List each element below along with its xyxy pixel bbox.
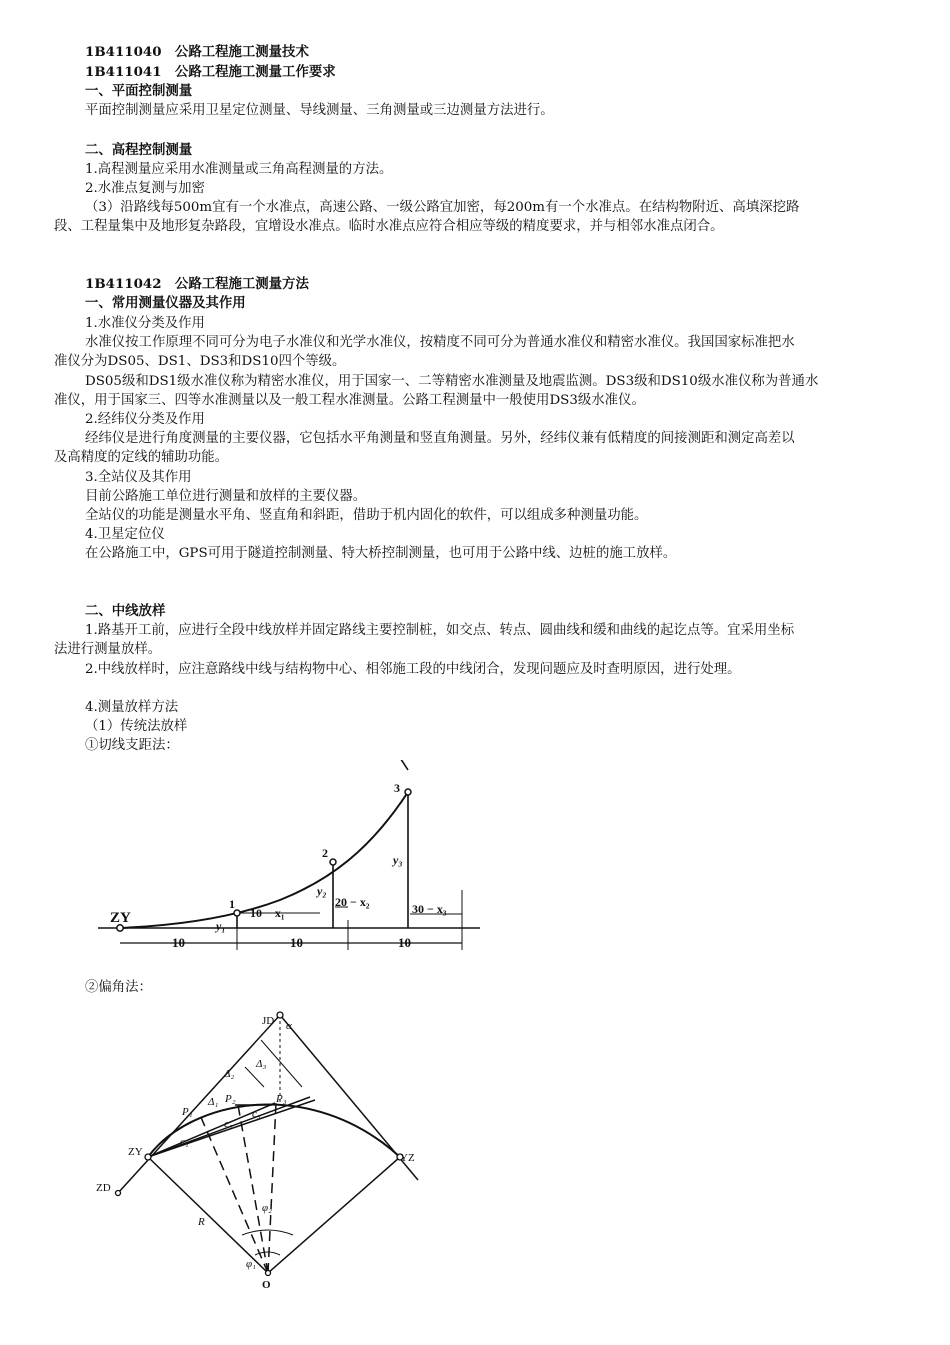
segment-2-label: 10	[290, 935, 303, 950]
point-2	[330, 859, 336, 865]
y3-label: y₃	[393, 853, 403, 867]
method-tangent-offset: ①切线支距法：	[85, 738, 179, 753]
segment-3-label: 10	[398, 935, 411, 950]
paragraph-elevation-3: （3）沿路线每500m宜有一个水准点，高速公路、一级公路宜加密，每200m有一个水准点。在结构物附近、高填深挖路	[85, 200, 800, 215]
delta1-label: Δ₁	[208, 1096, 219, 1108]
theodolite-paragraph-cont: 及高精度的定线的辅助功能。	[54, 450, 229, 465]
zd-point	[116, 1191, 121, 1196]
c2-label: c₂	[224, 1118, 233, 1130]
deflection-angle-diagram	[90, 1005, 440, 1290]
zy-label: ZY	[128, 1146, 143, 1158]
level-paragraph-1-cont: 准仪分为DS05、DS1、DS3和DS10四个等级。	[54, 354, 346, 369]
point-3	[405, 789, 411, 795]
method-deflection-angle: ②偏角法：	[85, 980, 152, 995]
o-point	[266, 1271, 271, 1276]
section-heading-1b411040: 1B411040 公路工程施工测量技术	[85, 44, 309, 60]
p2-label: P₂	[225, 1093, 236, 1105]
dist-10-x1-label: 10 − x₁	[250, 906, 285, 920]
point-3-label: 3	[394, 781, 400, 795]
point-2-label: 2	[322, 846, 328, 860]
paragraph-elevation-2: 2.水准点复测与加密	[85, 181, 205, 196]
heading-elevation-control: 二、高程控制测量	[85, 142, 193, 158]
total-station-paragraph-1: 目前公路施工单位进行测量和放样的主要仪器。	[85, 489, 367, 504]
level-paragraph-2: DS05级和DS1级水准仪称为精密水准仪，用于国家一、二等精密水准测量及地震监测。DS3级和DS10级水准仪称为普通水	[85, 374, 819, 389]
method-traditional: （1）传统法放样	[85, 719, 188, 734]
c3-label: c₃	[252, 1108, 261, 1120]
yz-label: YZ	[400, 1152, 415, 1164]
p1-label: P₁	[182, 1106, 193, 1118]
paragraph-elevation-3-cont: 段、工程量集中及地形复杂路段，宜增设水准点。临时水准点应符合相应等级的精度要求，并与相邻水准点闭合。	[54, 219, 724, 234]
gps-paragraph: 在公路施工中，GPS可用于隧道控制测量、特大桥控制测量，也可用于公路中线、边桩的施工放样。	[85, 546, 677, 561]
centerline-paragraph-1-cont: 法进行测量放样。	[54, 642, 162, 657]
zd-label: ZD	[96, 1182, 111, 1194]
level-paragraph-1: 水准仪按工作原理不同可分为电子水准仪和光学水准仪，按精度不同可分为普通水准仪和精密水准仪。我国国家标准把水	[85, 335, 795, 350]
level-paragraph-2-cont: 准仪，用于国家三、四等水准测量以及一般工程水准测量。公路工程测量中一般使用DS3级水准仪。	[54, 393, 645, 408]
c1-label: c₁	[180, 1136, 189, 1148]
dist-30-x3-label: 30 − x₃	[412, 902, 447, 916]
section-heading-1b411041: 1B411041 公路工程施工测量工作要求	[85, 64, 336, 80]
alpha-label: α	[286, 1020, 292, 1032]
theodolite-title: 2.经纬仪分类及作用	[85, 412, 205, 427]
paragraph-plane-control: 平面控制测量应采用卫星定位测量、导线测量、三角测量或三边测量方法进行。	[85, 103, 554, 118]
section-heading-1b411042: 1B411042 公路工程施工测量方法	[85, 276, 309, 292]
zy-label: ZY	[110, 910, 131, 926]
gps-title: 4.卫星定位仪	[85, 527, 165, 542]
phi1-label: φ₁	[246, 1258, 256, 1270]
radius-yz-o	[268, 1157, 400, 1273]
o-label: O	[262, 1279, 271, 1290]
p3-label: P₃	[276, 1093, 287, 1105]
heading-centerline-layout: 二、中线放样	[85, 603, 166, 619]
level-title: 1.水准仪分类及作用	[85, 316, 205, 331]
phi2-label: φ₂	[262, 1202, 272, 1214]
tangent-offset-diagram	[90, 760, 490, 960]
paragraph-elevation-1: 1.高程测量应采用水准测量或三角高程测量的方法。	[85, 162, 393, 177]
method-title: 4.测量放样方法	[85, 700, 179, 715]
delta2-label: Δ₂	[224, 1068, 235, 1080]
point-1-label: 1	[229, 897, 235, 911]
centerline-paragraph-1: 1.路基开工前，应进行全段中线放样并固定路线主要控制桩，如交点、转点、圆曲线和缓和曲线的起讫点等。宜采用坐标	[85, 623, 795, 638]
heading-instruments: 一、常用测量仪器及其作用	[85, 295, 246, 311]
y2-label: y₂	[317, 884, 327, 898]
zy-point	[145, 1154, 151, 1160]
radius-label: R	[198, 1216, 205, 1228]
dist-20-x2-label: 20 − x₂	[335, 895, 370, 909]
heading-plane-control: 一、平面控制测量	[85, 83, 193, 99]
segment-1-label: 10	[172, 935, 185, 950]
y1-label: y₁	[216, 919, 226, 933]
jd-label: JD	[262, 1015, 275, 1027]
centerline-paragraph-2: 2.中线放样时，应注意路线中线与结构物中心、相邻施工段的中线闭合，发现问题应及时查明原因，进行处理。	[85, 662, 741, 677]
total-station-title: 3.全站仪及其作用	[85, 470, 192, 485]
delta3-label: Δ₃	[256, 1058, 267, 1070]
theodolite-paragraph: 经纬仪是进行角度测量的主要仪器，它包括水平角测量和竖直角测量。另外，经纬仪兼有低精度的间接测距和测定高差以	[85, 431, 795, 446]
total-station-paragraph-2: 全站仪的功能是测量水平角、竖直角和斜距，借助于机内固化的软件，可以组成多种测量功能。	[85, 508, 648, 523]
jd-point	[277, 1012, 283, 1018]
